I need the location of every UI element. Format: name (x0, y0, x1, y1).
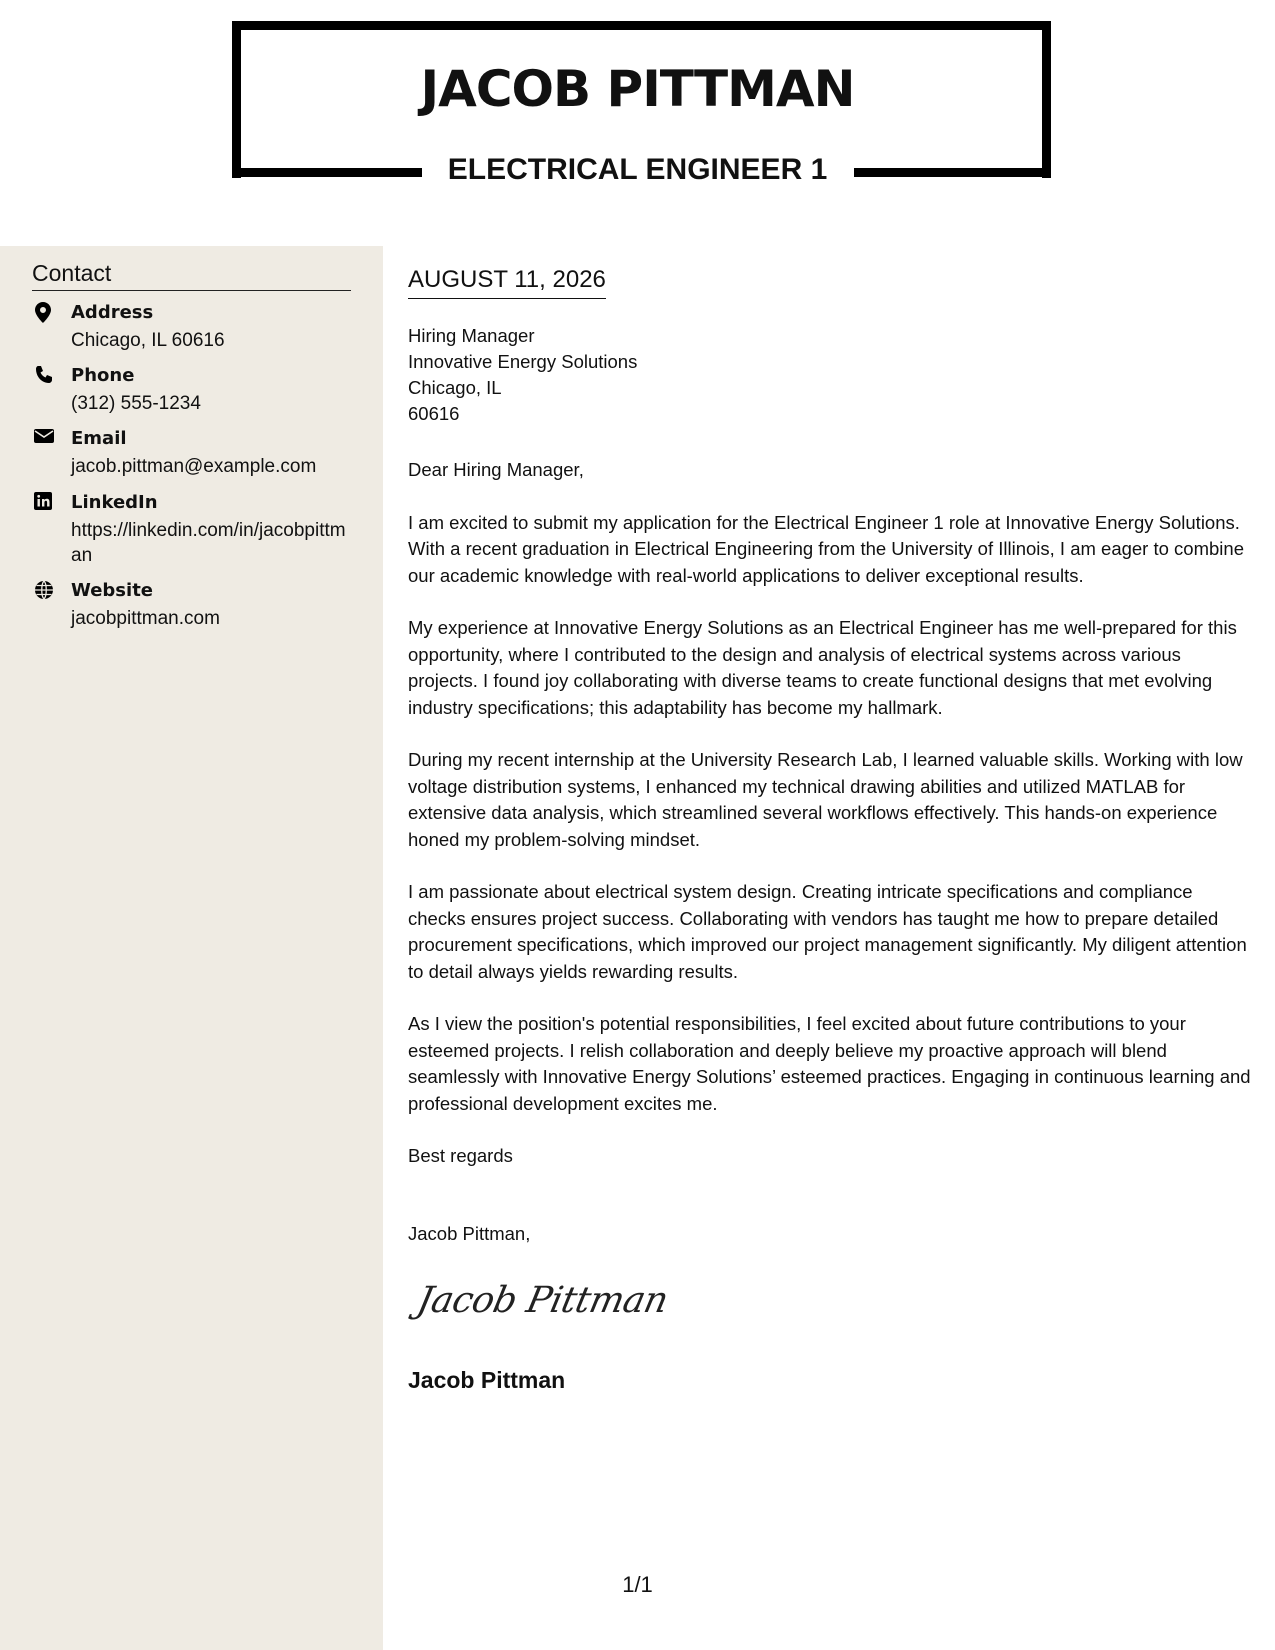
contact-value: Chicago, IL 60616 (71, 330, 225, 351)
recipient-line: 60616 (408, 403, 460, 424)
body-paragraph: As I view the position's potential responsibilities, I feel excited about future contributions to your esteemed projects. I relish collaboration and deeply believe my proactive approach will blend seamlessly with Innovative Energy Solutions’ esteemed practices. Engaging in continuous learning and professional development excites me. (408, 1013, 1251, 1114)
applicant-name: JACOB PITTMAN (420, 60, 855, 118)
contact-label: LinkedIn (71, 492, 158, 513)
contact-value: (312) 555-1234 (71, 393, 201, 414)
phone-icon (34, 365, 54, 385)
body-paragraph: My experience at Innovative Energy Solutions as an Electrical Engineer has me well-prepared for this opportunity, where I contributed to the design and analysis of electrical systems across various projects. I found joy collaborating with diverse teams to create functional designs that met evolving industry specifications; this adaptability has become my hallmark. (408, 617, 1237, 718)
printed-name: Jacob Pittman (408, 1367, 566, 1393)
envelope-icon (34, 428, 54, 448)
contact-value[interactable]: https://linkedin.com/in/jacobpittman (71, 520, 346, 566)
body-paragraph: I am excited to submit my application for the Electrical Engineer 1 role at Innovative Energy Solutions. With a recent graduation in Electrical Engineering from the University of Illinois, I am eager to combine our academic knowledge with real-world applications to deliver exceptional results. (408, 511, 1244, 586)
map-pin-icon (34, 302, 54, 322)
handwritten-signature: Jacob Pittman (413, 1280, 672, 1321)
linkedin-icon (34, 492, 54, 512)
body-paragraph: I am passionate about electrical system design. Creating intricate specifications and compliance checks ensures project success. Collaborating with vendors has taught me how to prepare detailed procurement specifications, which improved our project management significantly. My diligent attention to detail always yields rewarding results. (408, 881, 1247, 982)
recipient-block (408, 323, 637, 427)
body-paragraph: During my recent internship at the University Research Lab, I learned valuable skills. Working with low voltage distribution systems, I enhanced my technical drawing abilities and utilized MATLAB for extensive data analysis, which streamlined several workflows effectively. This hands-on experience honed my problem-solving mindset. (408, 749, 1243, 850)
contact-label: Email (71, 428, 127, 449)
contact-heading: Contact (32, 260, 351, 291)
salutation: Dear Hiring Manager, (408, 459, 584, 480)
recipient-line: Chicago, IL (408, 377, 502, 398)
job-title: ELECTRICAL ENGINEER 1 (447, 153, 828, 186)
contact-value[interactable]: jacobpittman.com (71, 608, 220, 629)
recipient-line: Hiring Manager (408, 325, 535, 346)
letter-date: AUGUST 11, 2026 (408, 266, 606, 299)
contact-label: Phone (71, 365, 135, 386)
contact-label: Website (71, 580, 154, 601)
recipient-line: Innovative Energy Solutions (408, 351, 638, 372)
contact-value[interactable]: jacob.pittman@example.com (71, 456, 317, 477)
sign-off-name: Jacob Pittman, (408, 1223, 531, 1244)
page-number: 1/1 (622, 1572, 653, 1597)
letter-body (408, 457, 1253, 1143)
globe-icon (34, 580, 54, 600)
closing: Best regards (408, 1145, 513, 1166)
contact-label: Address (71, 302, 154, 323)
